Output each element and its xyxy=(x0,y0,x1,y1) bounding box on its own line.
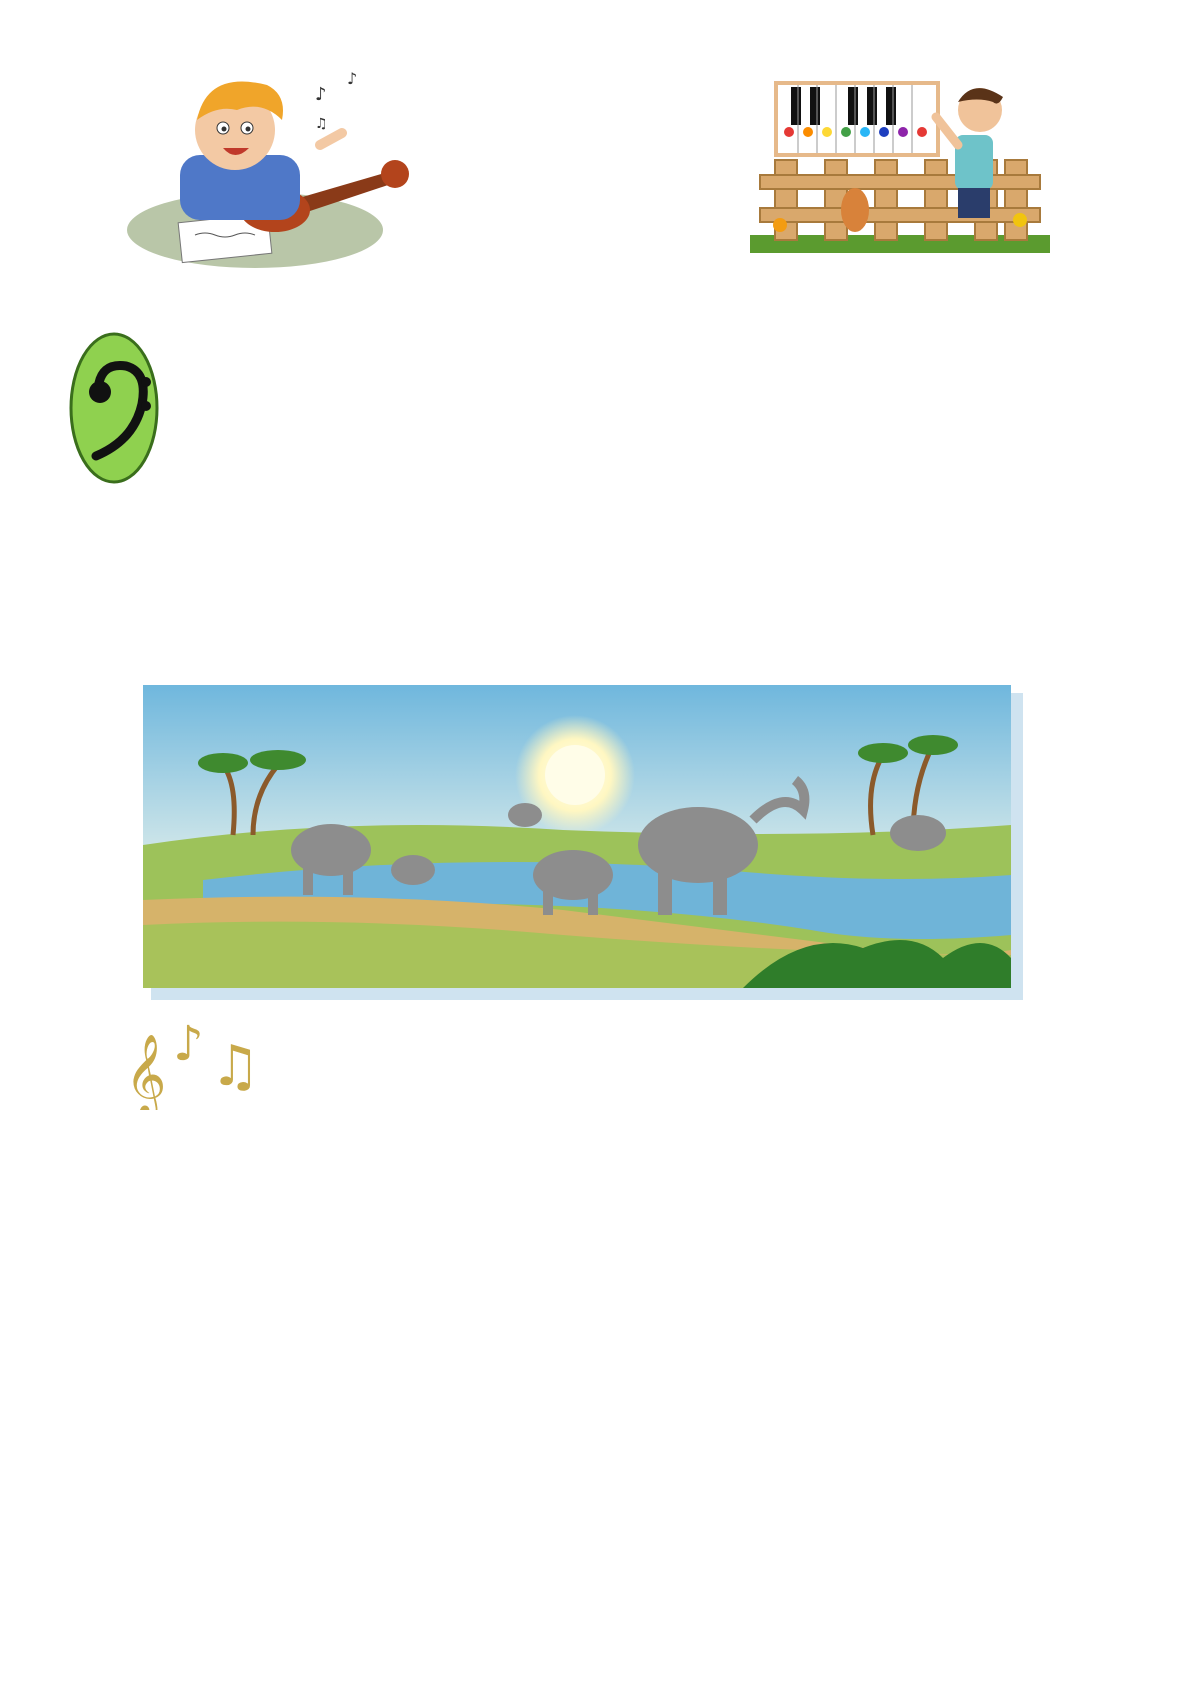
svg-text:♪: ♪ xyxy=(315,84,327,105)
svg-text:♪: ♪ xyxy=(173,1016,204,1072)
elephants-savanna-illustration xyxy=(143,685,1023,1000)
svg-text:𝄞: 𝄞 xyxy=(125,1033,167,1110)
svg-text:♪: ♪ xyxy=(347,70,358,88)
svg-text:♫: ♫ xyxy=(315,116,328,132)
music-notes-decoration xyxy=(125,1010,270,1110)
svg-text:♫: ♫ xyxy=(210,1034,261,1099)
